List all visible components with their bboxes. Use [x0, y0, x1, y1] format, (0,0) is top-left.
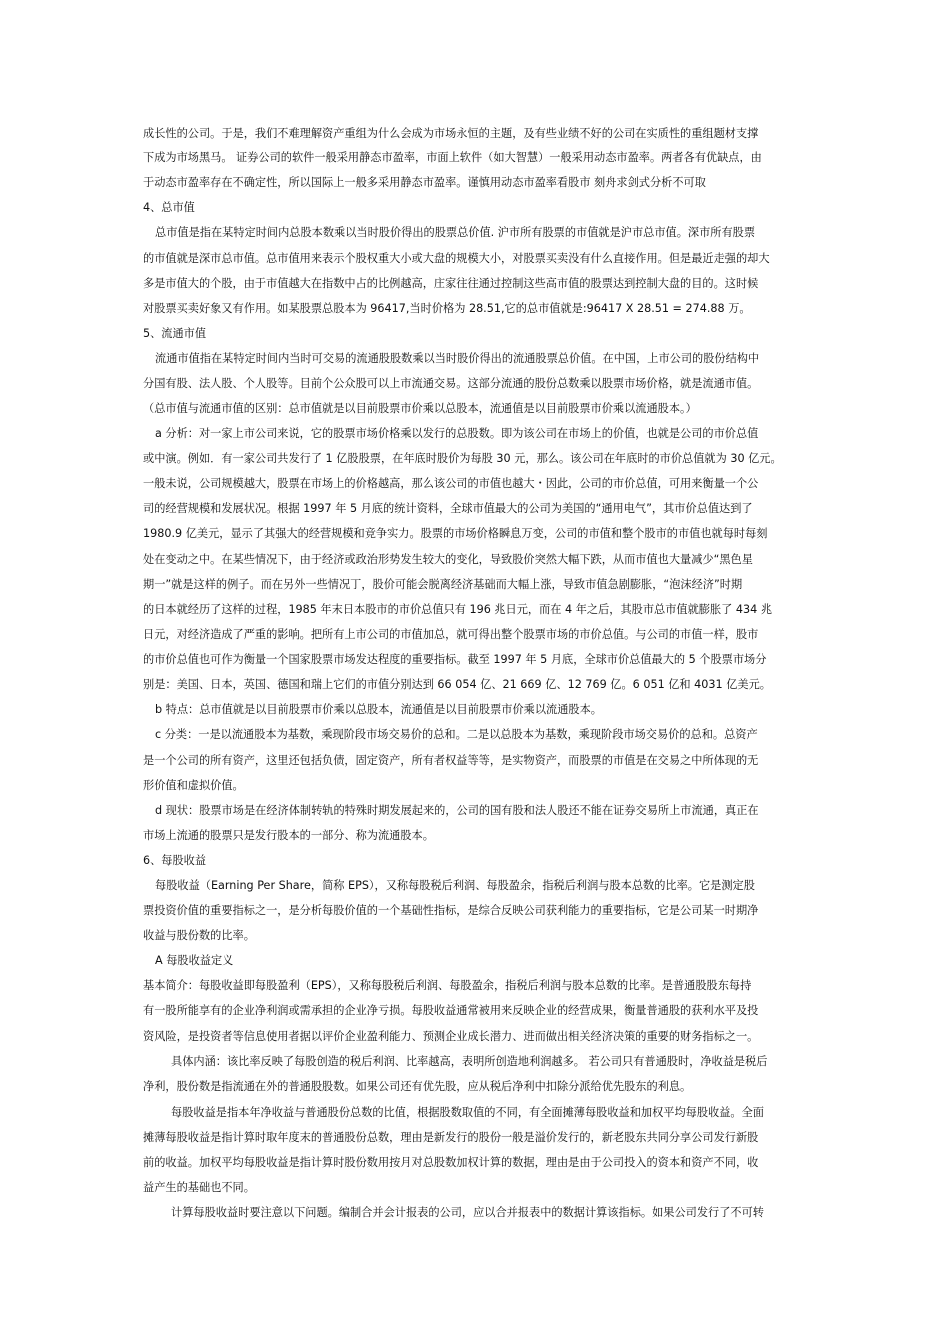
text-line: 形价值和虚拟价值。	[143, 779, 244, 792]
text-line: 1980.9 亿美元，显示了其强大的经营规模和竞争实力。股票的市场价格瞬息万变，公司的市值和整个股市的市值也就每时每刻	[143, 527, 768, 540]
text-line: 下成为市场黑马。 证券公司的软件一般采用静态市盈率，市面上软件（如大智慧）一般采用动态市盈率。两者各有优缺点，由	[143, 151, 762, 164]
text-line: 于动态市盈率存在不确定性，所以国际上一般多采用静态市盈率。谨慎用动态市盈率看股市 刻舟求剑式分析不可取	[143, 176, 706, 189]
text-line: 每股收益（Earning Per Share，简称 EPS），又称每股税后利润、每股盈余，指税后利润与股本总数的比率。它是测定股	[155, 879, 755, 892]
text-line: 的市值就是深市总市值。总市值用来表示个股权重大小或大盘的规模大小，对股票买卖没有什么直接作用。但是最近走强的却大	[143, 252, 770, 265]
text-line: 5、流通市值	[143, 327, 207, 340]
text-line: 具体内涵：该比率反映了每股创造的税后利润、比率越高，表明所创造地利润越多。 若公司只有普通股时，净收益是税后	[171, 1055, 768, 1068]
text-line: 的日本就经历了这样的过程，1985 年末日本股市的市价总值只有 196 兆日元，而在 4 年之后，其股市总市值就膨胀了 434 兆	[143, 603, 773, 616]
text-line: b 特点：总市值就是以目前股票市价乘以总股本，流通值是以目前股票市价乘以流通股本。	[155, 703, 602, 716]
text-line: 或中演。例如．有一家公司共发行了 1 亿股股票，在年底时股价为每股 30 元，那么。该公司在年底时的市价总值就为 30 亿元。	[143, 452, 782, 465]
text-line: 期一”就是这样的例子。而在另外一些情况丁，股价可能会脱离经济基础而大幅上涨，导致市值急剧膨胀，“泡沫经济”时期	[143, 578, 743, 591]
text-line: 对股票买卖好象又有作用。如某股票总股本为 96417,当时价格为 28.51,它的总市值就是:96417 X 28.51 = 274.88 万。	[143, 302, 751, 315]
text-line: 多是市值大的个股，由于市值越大在指数中占的比例越高，庄家往往通过控制这些高市值的股票达到控制大盘的目的。这时候	[143, 277, 759, 290]
text-line: 资风险，是投资者等信息使用者据以评价企业盈利能力、预测企业成长潜力、进而做出相关经济决策的重要的财务指标之一。	[143, 1030, 759, 1043]
text-line: 一般未说，公司规模越大，股票在市场上的价格越高，那么该公司的市值也越大・因此，公司的市价总值，可用来衡量一个公	[143, 477, 759, 490]
text-line: 净利，股份数是指流通在外的普通股股数。如果公司还有优先股，应从税后净利中扣除分派给优先股东的利息。	[143, 1080, 692, 1093]
text-line: 处在变动之中。在某些情况下，由于经济或政治形势发生较大的变化，导致股价突然大幅下跌，从而市值也大量减少“黑色星	[143, 553, 753, 566]
text-line: 每股收益是指本年净收益与普通股份总数的比值，根据股数取值的不同，有全面摊薄每股收益和加权平均每股收益。全面	[171, 1106, 764, 1119]
text-line: 司的经营规模和发展状况。根据 1997 年 5 月底的统计资料，全球市值最大的公司为美国的“通用电气”，其市价总值达到了	[143, 502, 753, 515]
text-line: 计算每股收益时要注意以下问题。编制合并会计报表的公司，应以合并报表中的数据计算该指标。如果公司发行了不可转	[171, 1206, 764, 1219]
text-line: 收益与股份数的比率。	[143, 929, 255, 942]
text-line: 6、每股收益	[143, 854, 207, 867]
text-line: 日元，对经济造成了严重的影响。把所有上市公司的市值加总，就可得出整个股票市场的市价总值。与公司的市值一样，股市	[143, 628, 759, 641]
text-line: 总市值是指在某特定时间内总股本数乘以当时股价得出的股票总价值. 沪市所有股票的市值就是沪市总市值。深市所有股票	[155, 226, 756, 239]
text-line: （总市值与流通市值的区别：总市值就是以目前股票市价乘以总股本，流通值是以目前股票市价乘以流通股本。）	[143, 402, 697, 415]
text-line: c 分类：一是以流通股本为基数，乘现阶段市场交易价的总和。二是以总股本为基数，乘现阶段市场交易价的总和。总资产	[155, 728, 758, 741]
text-line: 成长性的公司。于是，我们不难理解资产重组为什么会成为市场永恒的主题，及有些业绩不好的公司在实质性的重组题材支撑	[143, 127, 759, 140]
text-line: 是一个公司的所有资产，这里还包括负债，固定资产，所有者权益等等，是实物资产，而股票的市值是在交易之中所体现的无	[143, 754, 759, 767]
text-line: 票投资价值的重要指标之一，是分析每股价值的一个基础性指标，是综合反映公司获利能力的重要指标，它是公司某一时期净	[143, 904, 759, 917]
text-line: 摊薄每股收益是指计算时取年度末的普通股份总数，理由是新发行的股份一般是溢价发行的，新老股东共同分享公司发行新股	[143, 1131, 759, 1144]
text-line: 基本简介：每股收益即每股盈利（EPS），又称每股税后利润、每股盈余，指税后利润与股本总数的比率。是普通股股东每持	[143, 979, 752, 992]
text-line: a 分析：对一家上市公司来说，它的股票市场价格乘以发行的总股数。即为该公司在市场上的价值，也就是公司的市价总值	[155, 427, 759, 440]
text-line: 前的收益。加权平均每股收益是指计算时股份数用按月对总股数加权计算的数据，理由是由于公司投入的资本和资产不同，收	[143, 1156, 759, 1169]
text-line: 4、总市值	[143, 201, 195, 214]
text-line: 有一股所能享有的企业净利润或需承担的企业净亏损。每股收益通常被用来反映企业的经营成果，衡量普通股的获利水平及投	[143, 1004, 759, 1017]
text-line: 流通市值指在某特定时间内当时可交易的流通股股数乘以当时股价得出的流通股票总价值。在中国，上市公司的股份结构中	[155, 352, 760, 365]
text-line: 别是：美国、日本，英国、德国和瑞上它们的市值分别达到 66 054 亿、21 669 亿、12 769 亿。6 051 亿和 4031 亿美元。	[143, 678, 771, 691]
text-line: 市场上流通的股票只是发行股本的一部分、称为流通股本。	[143, 829, 434, 842]
text-line: A 每股收益定义	[155, 954, 234, 967]
text-line: 分国有股、法人股、个人股等。目前个公众股可以上市流通交易。这部分流通的股份总数乘以股票市场价格，就是流通市值。	[143, 377, 759, 390]
text-line: d 现状：股票市场是在经济体制转轨的特殊时期发展起来的，公司的国有股和法人股还不能在证券交易所上市流通，真正在	[155, 804, 759, 817]
text-line: 益产生的基础也不同。	[143, 1181, 255, 1194]
text-line: 的市价总值也可作为衡量一个国家股票市场发达程度的重要指标。截至 1997 年 5 月底，全球市价总值最大的 5 个股票市场分	[143, 653, 767, 666]
